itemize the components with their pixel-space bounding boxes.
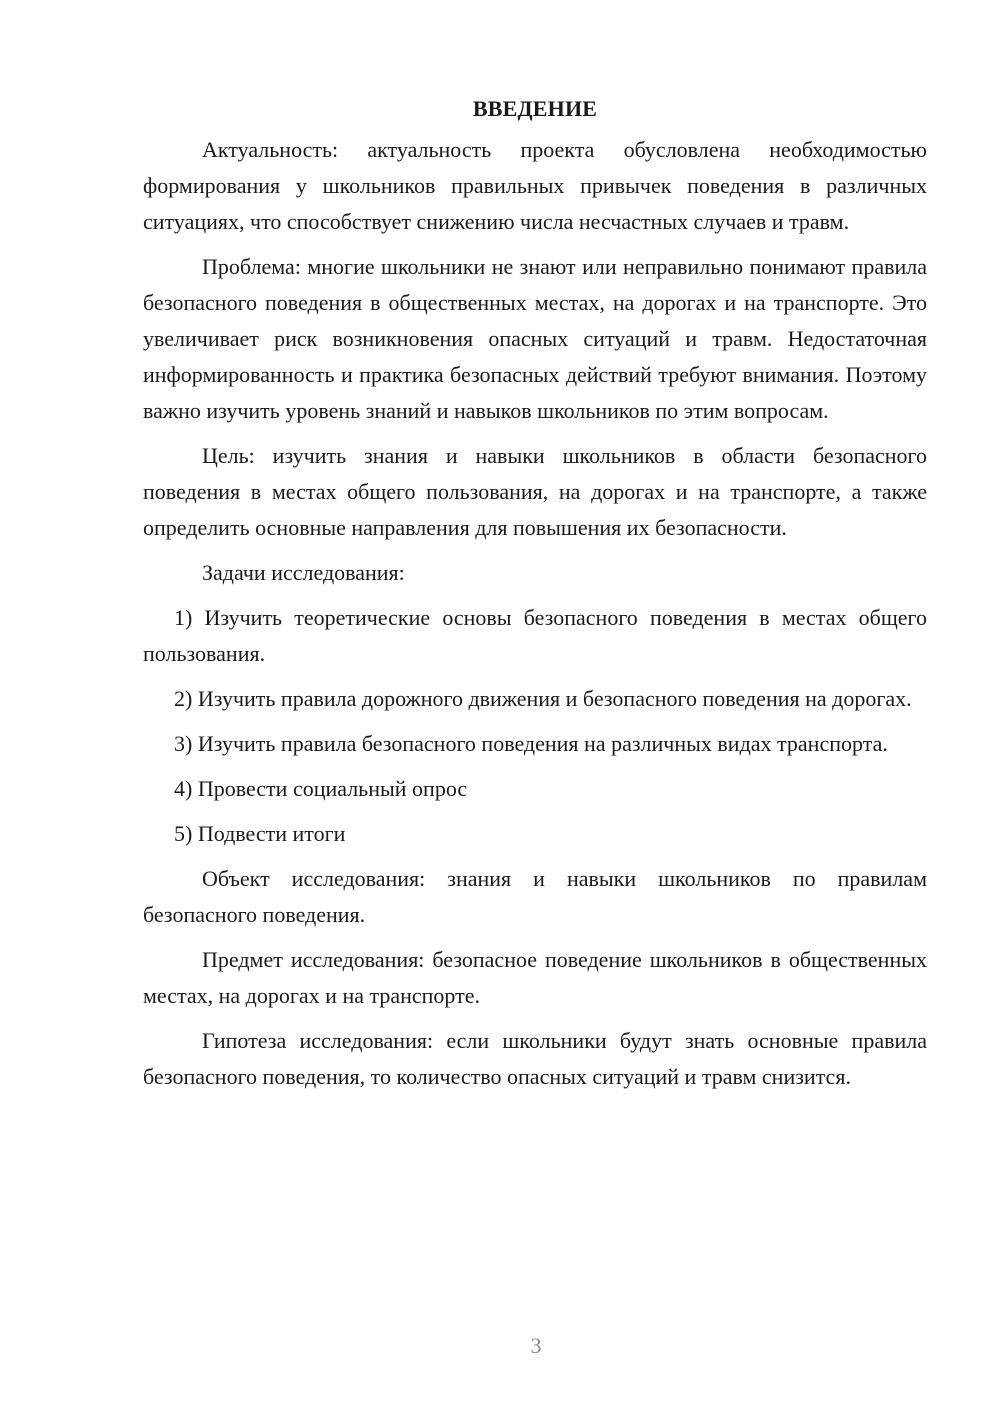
paragraph-subject: Предмет исследования: безопасное поведение школьников в общественных местах, на дорогах и на транспорте. [143, 947, 927, 1008]
task-item-2: 2) Изучить правила дорожного движения и безопасного поведения на дорогах. [174, 686, 912, 711]
task-item-5: 5) Подвести итоги [174, 821, 346, 846]
page-number: 3 [530, 1333, 542, 1358]
paragraph-relevance: Актуальность: актуальность проекта обусловлена необходимостью формирования у школьников правильных привычек поведения в различных ситуациях, что способствует снижению числа несчастных случаев и травм. [143, 137, 927, 234]
tasks-heading: Задачи исследования: [202, 560, 405, 585]
page-content [143, 94, 927, 1104]
task-item-4: 4) Провести социальный опрос [174, 776, 468, 801]
paragraph-goal: Цель: изучить знания и навыки школьников в области безопасного поведения в местах общего пользования, на дорогах и на транспорте, а также определить основные направления для повышения их безопасности. [143, 443, 927, 540]
paragraph-problem: Проблема: многие школьники не знают или неправильно понимают правила безопасного поведения в общественных местах, на дорогах и на транспорте. Это увеличивает риск возникновения опасных ситуаций и травм. Недостаточная информированность и практика безопасных действий требуют внимания. Поэтому важно изучить уровень знаний и навыков школьников по этим вопросам. [143, 254, 927, 423]
paragraph-hypothesis: Гипотеза исследования: если школьники будут знать основные правила безопасного поведения, то количество опасных ситуаций и травм снизится. [143, 1028, 927, 1089]
paragraph-object: Объект исследования: знания и навыки школьников по правилам безопасного поведения. [143, 866, 927, 927]
section-title: ВВЕДЕНИЕ [472, 96, 598, 121]
task-item-3: 3) Изучить правила безопасного поведения на различных видах транспорта. [174, 731, 888, 756]
task-item-1: 1) Изучить теоретические основы безопасного поведения в местах общего пользования. [143, 605, 927, 666]
